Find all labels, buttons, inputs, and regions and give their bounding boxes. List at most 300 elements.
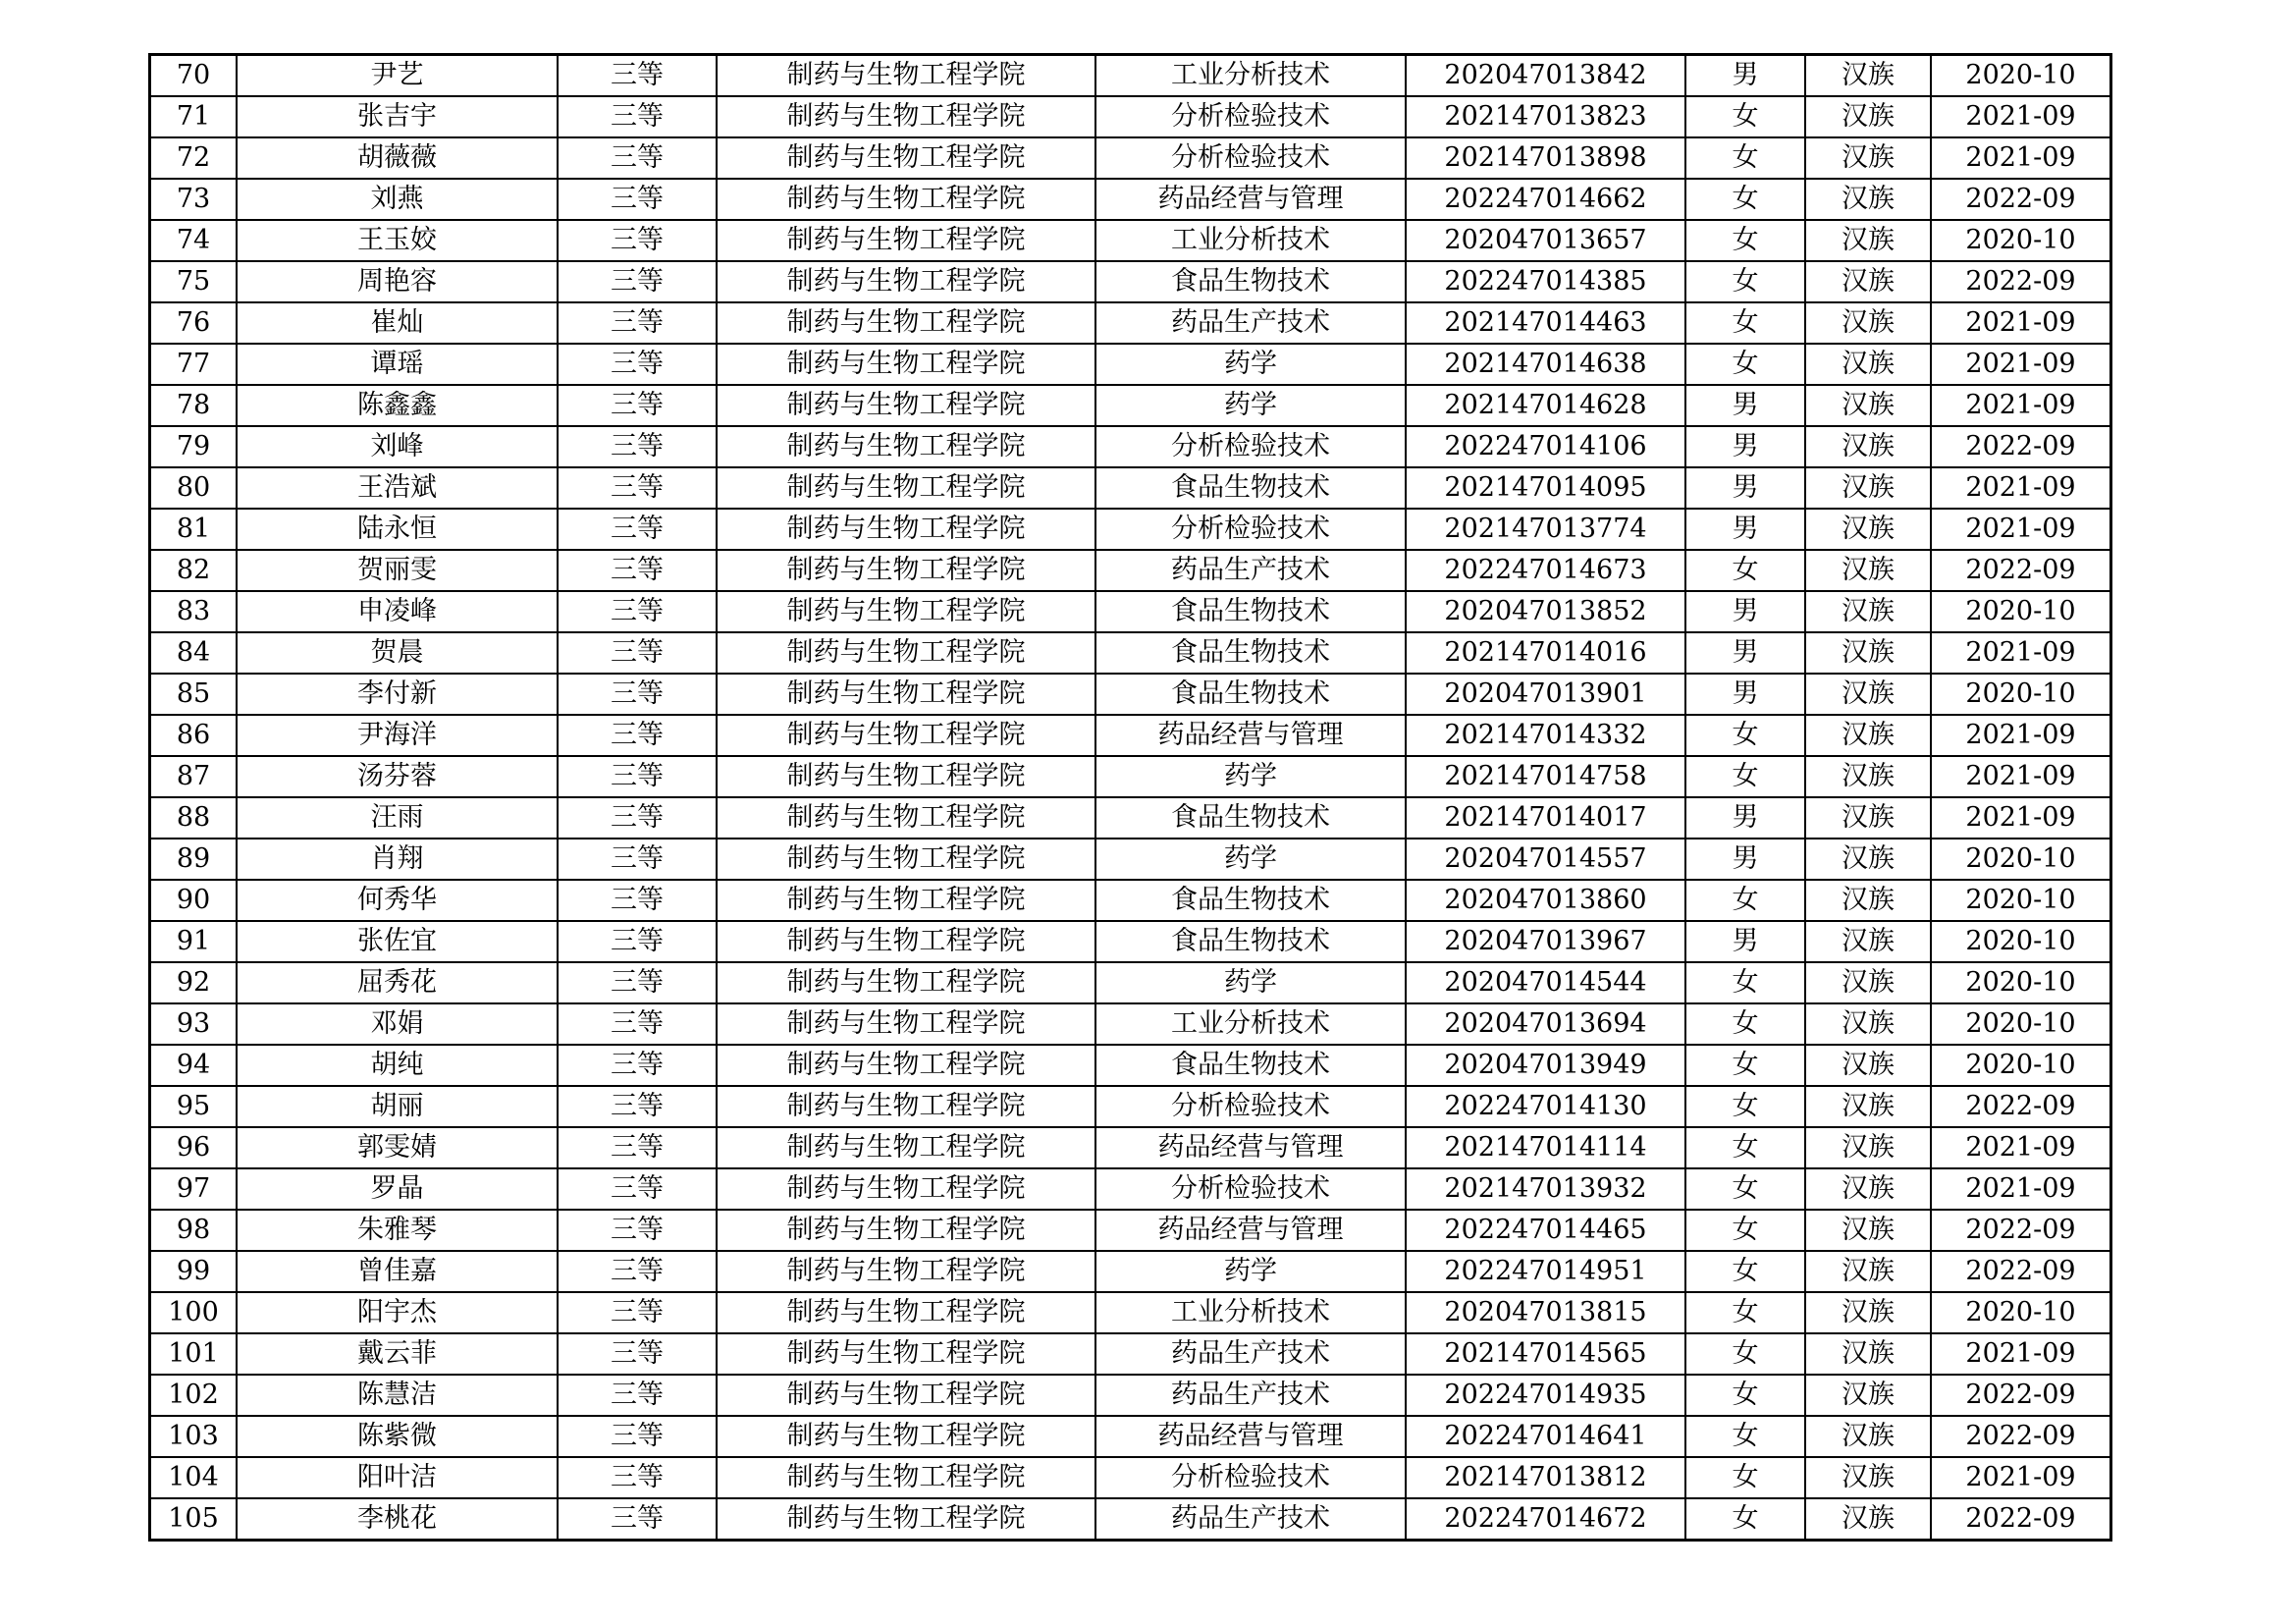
enrollment-date-cell: 2020-10	[1931, 1292, 2111, 1333]
student-name-cell: 曾佳嘉	[237, 1251, 558, 1292]
award-level-cell: 三等	[558, 179, 717, 220]
major-cell: 药学	[1095, 839, 1406, 880]
gender-cell: 男	[1685, 467, 1805, 509]
award-level-cell: 三等	[558, 1416, 717, 1457]
table-row	[150, 1168, 2111, 1210]
table-row	[150, 839, 2111, 880]
student-name-cell: 戴云菲	[237, 1333, 558, 1375]
student-name-cell: 李付新	[237, 674, 558, 715]
enrollment-date-cell: 2020-10	[1931, 591, 2111, 632]
student-id-cell: 202247014673	[1406, 550, 1685, 591]
enrollment-date-cell: 2021-09	[1931, 385, 2111, 426]
row-number-cell: 105	[150, 1498, 238, 1541]
award-level-cell: 三等	[558, 426, 717, 467]
student-name-cell: 贺丽雯	[237, 550, 558, 591]
student-id-cell: 202247014106	[1406, 426, 1685, 467]
row-number-cell: 100	[150, 1292, 238, 1333]
major-cell: 分析检验技术	[1095, 1168, 1406, 1210]
student-id-cell: 202147013898	[1406, 137, 1685, 179]
enrollment-date-cell: 2021-09	[1931, 632, 2111, 674]
ethnicity-cell: 汉族	[1805, 1416, 1931, 1457]
student-id-cell: 202147014095	[1406, 467, 1685, 509]
gender-cell: 女	[1685, 1416, 1805, 1457]
row-number-cell: 70	[150, 55, 238, 97]
major-cell: 药品生产技术	[1095, 302, 1406, 344]
college-cell: 制药与生物工程学院	[717, 179, 1095, 220]
enrollment-date-cell: 2022-09	[1931, 1498, 2111, 1541]
major-cell: 工业分析技术	[1095, 220, 1406, 261]
enrollment-date-cell: 2021-09	[1931, 756, 2111, 797]
major-cell: 药品经营与管理	[1095, 1210, 1406, 1251]
ethnicity-cell: 汉族	[1805, 962, 1931, 1003]
gender-cell: 女	[1685, 261, 1805, 302]
gender-cell: 男	[1685, 426, 1805, 467]
college-cell: 制药与生物工程学院	[717, 1292, 1095, 1333]
award-level-cell: 三等	[558, 1251, 717, 1292]
college-cell: 制药与生物工程学院	[717, 1416, 1095, 1457]
ethnicity-cell: 汉族	[1805, 591, 1931, 632]
student-id-cell: 202247014465	[1406, 1210, 1685, 1251]
college-cell: 制药与生物工程学院	[717, 1086, 1095, 1127]
college-cell: 制药与生物工程学院	[717, 344, 1095, 385]
award-level-cell: 三等	[558, 137, 717, 179]
major-cell: 食品生物技术	[1095, 921, 1406, 962]
ethnicity-cell: 汉族	[1805, 797, 1931, 839]
table-row	[150, 962, 2111, 1003]
ethnicity-cell: 汉族	[1805, 1375, 1931, 1416]
enrollment-date-cell: 2020-10	[1931, 880, 2111, 921]
college-cell: 制药与生物工程学院	[717, 591, 1095, 632]
college-cell: 制药与生物工程学院	[717, 1498, 1095, 1541]
enrollment-date-cell: 2022-09	[1931, 426, 2111, 467]
major-cell: 药品生产技术	[1095, 1498, 1406, 1541]
gender-cell: 男	[1685, 509, 1805, 550]
table-row	[150, 880, 2111, 921]
award-level-cell: 三等	[558, 880, 717, 921]
enrollment-date-cell: 2021-09	[1931, 302, 2111, 344]
table-row	[150, 1210, 2111, 1251]
college-cell: 制药与生物工程学院	[717, 550, 1095, 591]
gender-cell: 女	[1685, 179, 1805, 220]
college-cell: 制药与生物工程学院	[717, 1127, 1095, 1168]
student-id-cell: 202147013812	[1406, 1457, 1685, 1498]
major-cell: 药学	[1095, 385, 1406, 426]
student-id-cell: 202147013774	[1406, 509, 1685, 550]
student-name-cell: 周艳容	[237, 261, 558, 302]
ethnicity-cell: 汉族	[1805, 756, 1931, 797]
row-number-cell: 72	[150, 137, 238, 179]
enrollment-date-cell: 2022-09	[1931, 1251, 2111, 1292]
college-cell: 制药与生物工程学院	[717, 797, 1095, 839]
table-row	[150, 1127, 2111, 1168]
award-level-cell: 三等	[558, 261, 717, 302]
major-cell: 食品生物技术	[1095, 591, 1406, 632]
row-number-cell: 94	[150, 1045, 238, 1086]
gender-cell: 男	[1685, 55, 1805, 97]
enrollment-date-cell: 2021-09	[1931, 344, 2111, 385]
major-cell: 分析检验技术	[1095, 509, 1406, 550]
row-number-cell: 75	[150, 261, 238, 302]
award-level-cell: 三等	[558, 1127, 717, 1168]
ethnicity-cell: 汉族	[1805, 509, 1931, 550]
student-id-cell: 202047013949	[1406, 1045, 1685, 1086]
award-level-cell: 三等	[558, 302, 717, 344]
enrollment-date-cell: 2021-09	[1931, 1127, 2111, 1168]
ethnicity-cell: 汉族	[1805, 1457, 1931, 1498]
table-row	[150, 921, 2111, 962]
row-number-cell: 87	[150, 756, 238, 797]
table-row	[150, 756, 2111, 797]
student-id-cell: 202147014565	[1406, 1333, 1685, 1375]
gender-cell: 男	[1685, 385, 1805, 426]
award-level-cell: 三等	[558, 1168, 717, 1210]
student-id-cell: 202047014544	[1406, 962, 1685, 1003]
college-cell: 制药与生物工程学院	[717, 962, 1095, 1003]
student-name-cell: 汪雨	[237, 797, 558, 839]
major-cell: 食品生物技术	[1095, 261, 1406, 302]
ethnicity-cell: 汉族	[1805, 1127, 1931, 1168]
major-cell: 食品生物技术	[1095, 632, 1406, 674]
gender-cell: 女	[1685, 962, 1805, 1003]
student-id-cell: 202047013852	[1406, 591, 1685, 632]
student-id-cell: 202047013694	[1406, 1003, 1685, 1045]
award-level-cell: 三等	[558, 839, 717, 880]
award-level-cell: 三等	[558, 1086, 717, 1127]
gender-cell: 女	[1685, 715, 1805, 756]
college-cell: 制药与生物工程学院	[717, 1210, 1095, 1251]
ethnicity-cell: 汉族	[1805, 1168, 1931, 1210]
ethnicity-cell: 汉族	[1805, 1003, 1931, 1045]
enrollment-date-cell: 2020-10	[1931, 1003, 2111, 1045]
college-cell: 制药与生物工程学院	[717, 1457, 1095, 1498]
student-id-cell: 202147013932	[1406, 1168, 1685, 1210]
major-cell: 食品生物技术	[1095, 880, 1406, 921]
major-cell: 食品生物技术	[1095, 674, 1406, 715]
table-row	[150, 261, 2111, 302]
award-level-cell: 三等	[558, 797, 717, 839]
student-name-cell: 陆永恒	[237, 509, 558, 550]
table-row	[150, 220, 2111, 261]
row-number-cell: 73	[150, 179, 238, 220]
table-row	[150, 797, 2111, 839]
row-number-cell: 96	[150, 1127, 238, 1168]
major-cell: 食品生物技术	[1095, 467, 1406, 509]
student-name-cell: 张吉宇	[237, 96, 558, 137]
student-name-cell: 王玉姣	[237, 220, 558, 261]
row-number-cell: 101	[150, 1333, 238, 1375]
award-level-cell: 三等	[558, 591, 717, 632]
ethnicity-cell: 汉族	[1805, 880, 1931, 921]
table-row	[150, 137, 2111, 179]
college-cell: 制药与生物工程学院	[717, 302, 1095, 344]
ethnicity-cell: 汉族	[1805, 715, 1931, 756]
row-number-cell: 83	[150, 591, 238, 632]
enrollment-date-cell: 2022-09	[1931, 261, 2111, 302]
enrollment-date-cell: 2020-10	[1931, 921, 2111, 962]
roster-table-body	[150, 55, 2111, 1541]
gender-cell: 女	[1685, 1127, 1805, 1168]
student-id-cell: 202047013860	[1406, 880, 1685, 921]
award-level-cell: 三等	[558, 1498, 717, 1541]
student-id-cell: 202147014638	[1406, 344, 1685, 385]
award-level-cell: 三等	[558, 1003, 717, 1045]
ethnicity-cell: 汉族	[1805, 261, 1931, 302]
student-name-cell: 朱雅琴	[237, 1210, 558, 1251]
row-number-cell: 103	[150, 1416, 238, 1457]
enrollment-date-cell: 2021-09	[1931, 797, 2111, 839]
gender-cell: 女	[1685, 344, 1805, 385]
gender-cell: 男	[1685, 674, 1805, 715]
student-name-cell: 汤芬蓉	[237, 756, 558, 797]
major-cell: 药品经营与管理	[1095, 1127, 1406, 1168]
gender-cell: 女	[1685, 1251, 1805, 1292]
gender-cell: 女	[1685, 1498, 1805, 1541]
enrollment-date-cell: 2021-09	[1931, 137, 2111, 179]
award-level-cell: 三等	[558, 921, 717, 962]
major-cell: 药品生产技术	[1095, 550, 1406, 591]
student-id-cell: 202047014557	[1406, 839, 1685, 880]
gender-cell: 女	[1685, 1210, 1805, 1251]
gender-cell: 女	[1685, 220, 1805, 261]
row-number-cell: 80	[150, 467, 238, 509]
gender-cell: 男	[1685, 632, 1805, 674]
ethnicity-cell: 汉族	[1805, 137, 1931, 179]
gender-cell: 女	[1685, 550, 1805, 591]
student-name-cell: 陈慧洁	[237, 1375, 558, 1416]
student-id-cell: 202247014641	[1406, 1416, 1685, 1457]
award-level-cell: 三等	[558, 344, 717, 385]
student-id-cell: 202047013901	[1406, 674, 1685, 715]
college-cell: 制药与生物工程学院	[717, 509, 1095, 550]
student-name-cell: 刘燕	[237, 179, 558, 220]
major-cell: 食品生物技术	[1095, 1045, 1406, 1086]
college-cell: 制药与生物工程学院	[717, 1168, 1095, 1210]
student-id-cell: 202247014672	[1406, 1498, 1685, 1541]
student-name-cell: 何秀华	[237, 880, 558, 921]
award-level-cell: 三等	[558, 550, 717, 591]
major-cell: 药学	[1095, 344, 1406, 385]
gender-cell: 女	[1685, 1292, 1805, 1333]
enrollment-date-cell: 2021-09	[1931, 96, 2111, 137]
major-cell: 药品生产技术	[1095, 1333, 1406, 1375]
college-cell: 制药与生物工程学院	[717, 1045, 1095, 1086]
award-level-cell: 三等	[558, 1045, 717, 1086]
table-row	[150, 509, 2111, 550]
student-id-cell: 202047013967	[1406, 921, 1685, 962]
student-name-cell: 申凌峰	[237, 591, 558, 632]
table-row	[150, 1086, 2111, 1127]
student-id-cell: 202147014017	[1406, 797, 1685, 839]
award-level-cell: 三等	[558, 1457, 717, 1498]
student-name-cell: 王浩斌	[237, 467, 558, 509]
student-name-cell: 郭雯婧	[237, 1127, 558, 1168]
row-number-cell: 91	[150, 921, 238, 962]
college-cell: 制药与生物工程学院	[717, 385, 1095, 426]
student-name-cell: 罗晶	[237, 1168, 558, 1210]
row-number-cell: 86	[150, 715, 238, 756]
table-row	[150, 1292, 2111, 1333]
ethnicity-cell: 汉族	[1805, 1045, 1931, 1086]
student-id-cell: 202147014332	[1406, 715, 1685, 756]
major-cell: 分析检验技术	[1095, 1457, 1406, 1498]
ethnicity-cell: 汉族	[1805, 179, 1931, 220]
college-cell: 制药与生物工程学院	[717, 756, 1095, 797]
student-name-cell: 谭瑶	[237, 344, 558, 385]
award-level-cell: 三等	[558, 509, 717, 550]
student-id-cell: 202247014662	[1406, 179, 1685, 220]
enrollment-date-cell: 2021-09	[1931, 715, 2111, 756]
major-cell: 工业分析技术	[1095, 1292, 1406, 1333]
ethnicity-cell: 汉族	[1805, 1210, 1931, 1251]
student-name-cell: 尹艺	[237, 55, 558, 97]
enrollment-date-cell: 2022-09	[1931, 550, 2111, 591]
enrollment-date-cell: 2022-09	[1931, 1416, 2111, 1457]
major-cell: 食品生物技术	[1095, 797, 1406, 839]
major-cell: 工业分析技术	[1095, 55, 1406, 97]
scholarship-roster-table	[148, 53, 2112, 1542]
ethnicity-cell: 汉族	[1805, 467, 1931, 509]
college-cell: 制药与生物工程学院	[717, 921, 1095, 962]
award-level-cell: 三等	[558, 1333, 717, 1375]
award-level-cell: 三等	[558, 1292, 717, 1333]
table-row	[150, 715, 2111, 756]
ethnicity-cell: 汉族	[1805, 220, 1931, 261]
student-name-cell: 李桃花	[237, 1498, 558, 1541]
college-cell: 制药与生物工程学院	[717, 839, 1095, 880]
row-number-cell: 92	[150, 962, 238, 1003]
student-id-cell: 202247014951	[1406, 1251, 1685, 1292]
student-id-cell: 202147014758	[1406, 756, 1685, 797]
award-level-cell: 三等	[558, 96, 717, 137]
student-name-cell: 肖翔	[237, 839, 558, 880]
award-level-cell: 三等	[558, 55, 717, 97]
award-level-cell: 三等	[558, 385, 717, 426]
ethnicity-cell: 汉族	[1805, 55, 1931, 97]
student-name-cell: 胡丽	[237, 1086, 558, 1127]
award-level-cell: 三等	[558, 1375, 717, 1416]
table-row	[150, 1457, 2111, 1498]
student-id-cell: 202047013842	[1406, 55, 1685, 97]
ethnicity-cell: 汉族	[1805, 632, 1931, 674]
ethnicity-cell: 汉族	[1805, 344, 1931, 385]
row-number-cell: 95	[150, 1086, 238, 1127]
award-level-cell: 三等	[558, 715, 717, 756]
gender-cell: 女	[1685, 96, 1805, 137]
student-name-cell: 阳宇杰	[237, 1292, 558, 1333]
row-number-cell: 90	[150, 880, 238, 921]
award-level-cell: 三等	[558, 467, 717, 509]
college-cell: 制药与生物工程学院	[717, 1251, 1095, 1292]
table-row	[150, 1498, 2111, 1541]
table-row	[150, 1375, 2111, 1416]
student-name-cell: 刘峰	[237, 426, 558, 467]
college-cell: 制药与生物工程学院	[717, 467, 1095, 509]
enrollment-date-cell: 2022-09	[1931, 1086, 2111, 1127]
ethnicity-cell: 汉族	[1805, 1498, 1931, 1541]
gender-cell: 女	[1685, 1457, 1805, 1498]
major-cell: 药学	[1095, 962, 1406, 1003]
college-cell: 制药与生物工程学院	[717, 261, 1095, 302]
enrollment-date-cell: 2021-09	[1931, 1168, 2111, 1210]
enrollment-date-cell: 2021-09	[1931, 1333, 2111, 1375]
gender-cell: 女	[1685, 302, 1805, 344]
college-cell: 制药与生物工程学院	[717, 426, 1095, 467]
enrollment-date-cell: 2021-09	[1931, 467, 2111, 509]
table-row	[150, 1045, 2111, 1086]
row-number-cell: 84	[150, 632, 238, 674]
enrollment-date-cell: 2020-10	[1931, 220, 2111, 261]
table-row	[150, 1003, 2111, 1045]
row-number-cell: 82	[150, 550, 238, 591]
student-id-cell: 202047013815	[1406, 1292, 1685, 1333]
ethnicity-cell: 汉族	[1805, 839, 1931, 880]
table-row	[150, 302, 2111, 344]
student-id-cell: 202147014114	[1406, 1127, 1685, 1168]
gender-cell: 女	[1685, 1045, 1805, 1086]
student-name-cell: 张佐宜	[237, 921, 558, 962]
college-cell: 制药与生物工程学院	[717, 632, 1095, 674]
student-name-cell: 陈紫微	[237, 1416, 558, 1457]
gender-cell: 女	[1685, 1003, 1805, 1045]
row-number-cell: 76	[150, 302, 238, 344]
row-number-cell: 77	[150, 344, 238, 385]
major-cell: 药品生产技术	[1095, 1375, 1406, 1416]
row-number-cell: 74	[150, 220, 238, 261]
row-number-cell: 78	[150, 385, 238, 426]
student-id-cell: 202147014463	[1406, 302, 1685, 344]
major-cell: 分析检验技术	[1095, 137, 1406, 179]
student-name-cell: 陈鑫鑫	[237, 385, 558, 426]
row-number-cell: 104	[150, 1457, 238, 1498]
ethnicity-cell: 汉族	[1805, 1086, 1931, 1127]
ethnicity-cell: 汉族	[1805, 674, 1931, 715]
student-name-cell: 屈秀花	[237, 962, 558, 1003]
student-id-cell: 202147013823	[1406, 96, 1685, 137]
student-name-cell: 阳叶洁	[237, 1457, 558, 1498]
table-row	[150, 385, 2111, 426]
major-cell: 药学	[1095, 1251, 1406, 1292]
student-name-cell: 胡薇薇	[237, 137, 558, 179]
enrollment-date-cell: 2022-09	[1931, 1210, 2111, 1251]
enrollment-date-cell: 2020-10	[1931, 962, 2111, 1003]
table-row	[150, 674, 2111, 715]
college-cell: 制药与生物工程学院	[717, 1375, 1095, 1416]
enrollment-date-cell: 2020-10	[1931, 674, 2111, 715]
ethnicity-cell: 汉族	[1805, 385, 1931, 426]
enrollment-date-cell: 2021-09	[1931, 509, 2111, 550]
major-cell: 分析检验技术	[1095, 426, 1406, 467]
ethnicity-cell: 汉族	[1805, 921, 1931, 962]
college-cell: 制药与生物工程学院	[717, 674, 1095, 715]
gender-cell: 女	[1685, 756, 1805, 797]
row-number-cell: 71	[150, 96, 238, 137]
gender-cell: 女	[1685, 1333, 1805, 1375]
row-number-cell: 79	[150, 426, 238, 467]
gender-cell: 女	[1685, 137, 1805, 179]
student-name-cell: 胡纯	[237, 1045, 558, 1086]
row-number-cell: 102	[150, 1375, 238, 1416]
row-number-cell: 98	[150, 1210, 238, 1251]
row-number-cell: 89	[150, 839, 238, 880]
ethnicity-cell: 汉族	[1805, 550, 1931, 591]
major-cell: 药品经营与管理	[1095, 1416, 1406, 1457]
award-level-cell: 三等	[558, 674, 717, 715]
table-row	[150, 1251, 2111, 1292]
college-cell: 制药与生物工程学院	[717, 1003, 1095, 1045]
college-cell: 制药与生物工程学院	[717, 137, 1095, 179]
major-cell: 工业分析技术	[1095, 1003, 1406, 1045]
row-number-cell: 88	[150, 797, 238, 839]
